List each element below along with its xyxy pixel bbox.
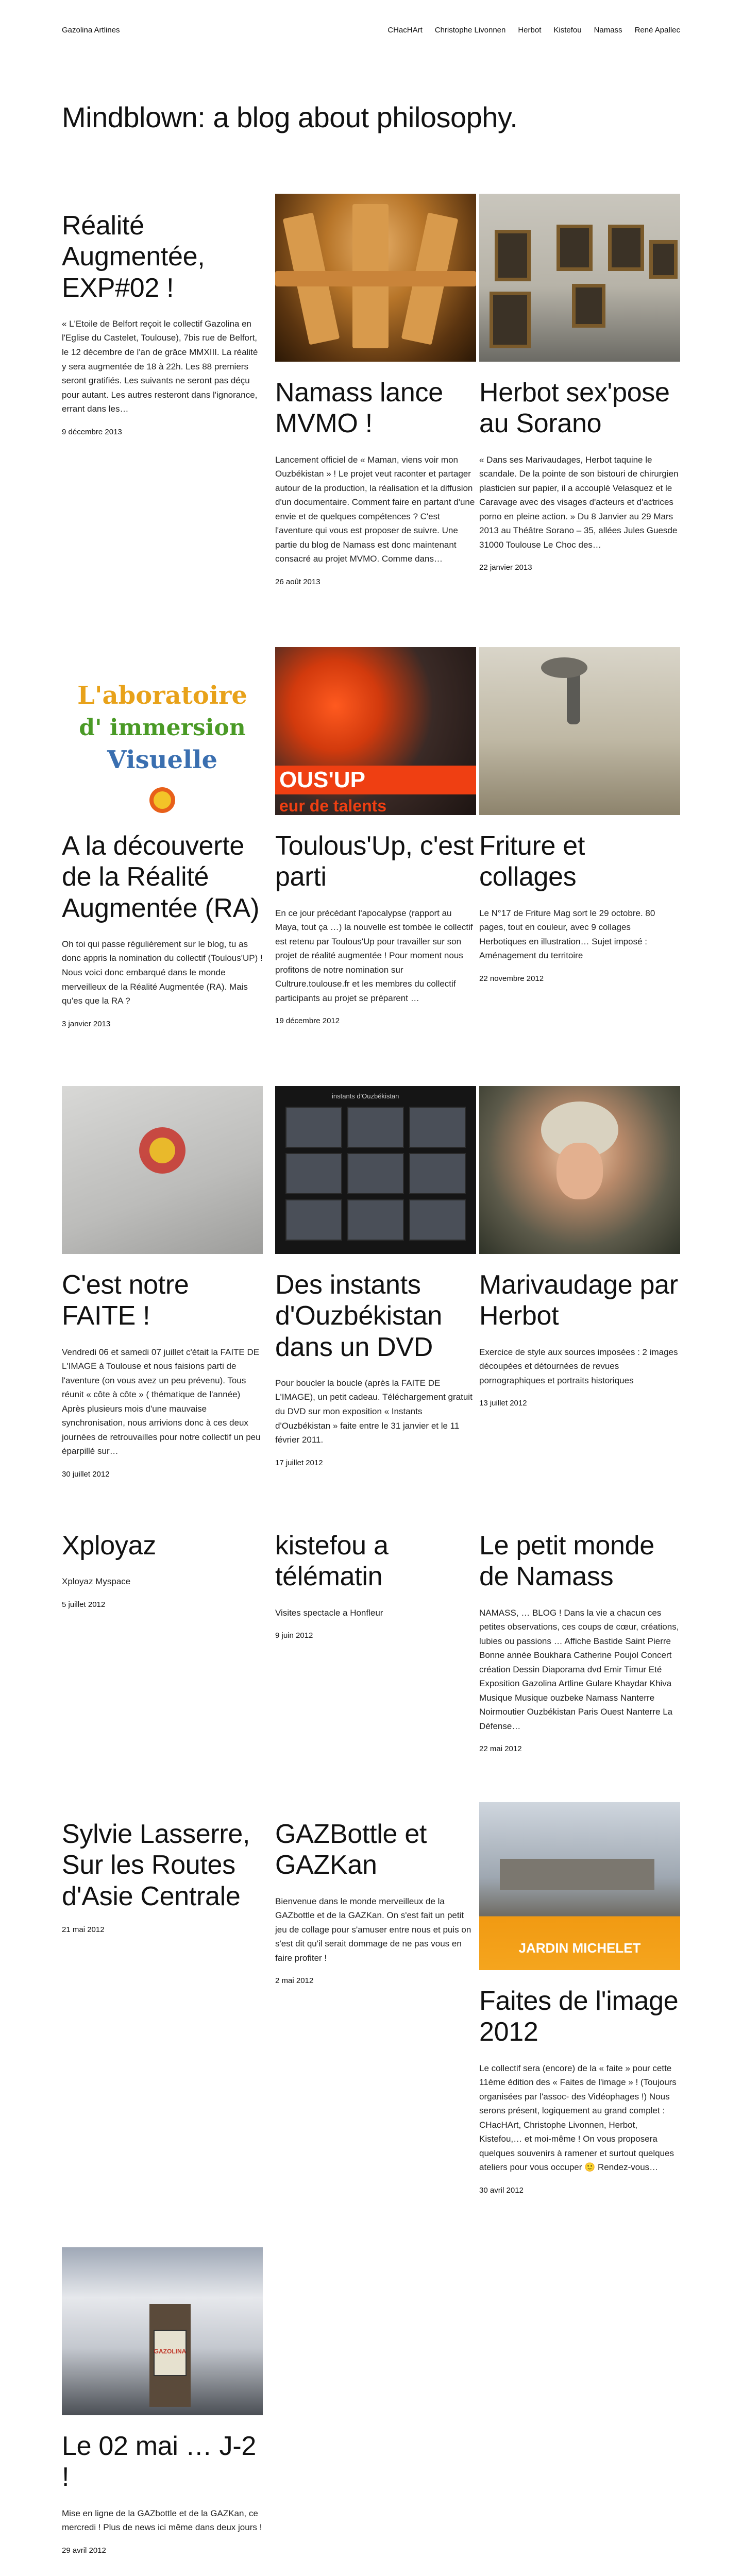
post-date: 17 juillet 2012: [275, 1458, 323, 1467]
post-date: 21 mai 2012: [62, 1925, 105, 1934]
post-featured-image[interactable]: [479, 1802, 680, 1970]
post-date: 22 mai 2012: [479, 1744, 522, 1754]
post-excerpt: NAMASS, … BLOG ! Dans la vie a chacun ces petites observations, ces coups de cœur, créations, lubies ou passions … Affiche Bastide Saint Pierre Bonne année Boukhara Catherine Poujol Concert création Dessin Diaporama dvd Emir Timur Eté Exposition Gazolina Artline Gulare Khaydar Khiva Musique Musique ouzbeke Namass Nanterre Noirmoutier Ouzbékistan Paris Ouest Nanterre La Défense…: [479, 1607, 679, 1731]
post-title-link[interactable]: C'est notre FAITE !: [62, 1270, 189, 1331]
post-card: [62, 1530, 263, 1609]
image-text: GAZOLINA: [154, 2348, 187, 2355]
post-date: 3 janvier 2013: [62, 1019, 111, 1028]
post-excerpt: Le N°17 de Friture Mag sort le 29 octobre. 80 pages, tout en couleur, avec 9 collages Herbotiques en illustration… Sujet imposé : Aménagement du territoire: [479, 908, 655, 961]
post-featured-image[interactable]: [479, 647, 680, 815]
post-excerpt: Lancement officiel de « Maman, viens voir mon Ouzbékistan » ! Le projet veut raconter et partager autour de la production, la réalisation et la diffusion d'un documentaire. Comment faire en partant d'une envie et de quelques compétences ? C'est l'aventure qui vous est proposer de suivre. Une partie du blog de Namass est donc maintenant consacré au projet MVMO. Comme dans…: [275, 454, 475, 564]
image-text: eur de talents: [279, 796, 387, 815]
post-card: [62, 210, 263, 436]
post-card: [62, 1819, 263, 1934]
post-featured-image[interactable]: [275, 1086, 476, 1254]
post-card: [62, 1086, 263, 1479]
post-title-link[interactable]: Réalité Augmentée, EXP#02 !: [62, 211, 205, 303]
post-excerpt: Visites spectacle a Honfleur: [275, 1607, 383, 1618]
post-featured-image[interactable]: [62, 647, 263, 815]
post-date: 9 juin 2012: [275, 1631, 313, 1640]
post-excerpt: « L'Etoile de Belfort reçoit le collectif Gazolina en l'Eglise du Castelet, Toulouse), 7bis rue de Belfort, le 12 décembre de l'an de grâce MMXIII. La réalité y sera augmentée de 18 à 22h. Les 88 premiers seront gratifiés. Les suivants ne seront pas déçu pour autant. Les autres resteront dans l'ignorance, errant dans les…: [62, 318, 258, 414]
post-title-link[interactable]: Le 02 mai … J-2 !: [62, 2431, 256, 2493]
post-date: 30 avril 2012: [479, 2185, 524, 2195]
post-featured-image[interactable]: [479, 1086, 680, 1254]
page-title: Mindblown: a blog about philosophy.: [62, 101, 518, 133]
image-text: instants d'Ouzbékistan: [332, 1092, 399, 1100]
post-featured-image[interactable]: [275, 194, 476, 362]
main-nav: [387, 26, 680, 35]
post-featured-image[interactable]: [275, 647, 476, 815]
post-date: 19 décembre 2012: [275, 1016, 340, 1026]
post-card: [479, 194, 680, 572]
site-header: [62, 23, 680, 37]
post-card: [275, 194, 476, 586]
image-text: OUS'UP: [279, 767, 365, 792]
post-title-link[interactable]: Namass lance MVMO !: [275, 378, 443, 439]
post-date: 26 août 2013: [275, 577, 321, 586]
post-excerpt: Mise en ligne de la GAZbottle et de la GAZKan, ce mercredi ! Plus de news ici même dans deux jours !: [62, 2508, 262, 2533]
post-card: [275, 647, 476, 1025]
post-featured-image[interactable]: [62, 2247, 263, 2415]
post-excerpt: Oh toi qui passe régulièrement sur le blog, tu as donc appris la nomination du collectif (Toulous'UP) ! Nous voici donc embarqué dans le monde merveilleux de la Réalité Augmentée (RA). Mais qu'es que la RA ?: [62, 939, 263, 1006]
post-excerpt: En ce jour précédant l'apocalypse (rapport au Maya, tout ça …) la nouvelle est tombée le collectif est retenu par Toulous'Up pour travailler sur son projet de réalité augmentée ! Pour moment nous profitons de notre nomination sur Cultrure.toulouse.fr et les membres du collectif participants au projet se préparent …: [275, 908, 473, 1003]
nav-item-rene-apallec[interactable]: René Apallec: [634, 25, 680, 35]
post-card: [275, 1530, 476, 1640]
nav-item-namass[interactable]: Namass: [594, 25, 622, 35]
post-excerpt: Bienvenue dans le monde merveilleux de la GAZbottle et de la GAZKan. On s'est fait un petit jeu de collage pour s'amuser entre nous et puis on s'est dit qu'il serait dommage de ne pas vous en faire profiter !: [275, 1896, 471, 1963]
image-text: Visuelle: [107, 745, 218, 774]
post-card: [479, 1530, 680, 1753]
post-excerpt: Pour boucler la boucle (après la FAITE DE L'IMAGE), un petit cadeau. Téléchargement gratuit du DVD sur mon exposition « Instants d'Ouzbékistan » faite entre le 31 janvier et le 11 février 2011.: [275, 1378, 473, 1445]
post-title-link[interactable]: Sylvie Lasserre, Sur les Routes d'Asie Centrale: [62, 1819, 250, 1911]
post-date: 22 janvier 2013: [479, 563, 532, 572]
post-title-link[interactable]: Toulous'Up, c'est parti: [275, 831, 474, 892]
post-excerpt: Exercice de style aux sources imposées : 2 images découpées et détournées de revues pornographiques et portraits historiques: [479, 1347, 678, 1385]
post-featured-image[interactable]: [62, 1086, 263, 1254]
post-date: 13 juillet 2012: [479, 1399, 527, 1408]
post-date: 29 avril 2012: [62, 2546, 106, 2555]
post-title-link[interactable]: Xployaz: [62, 1531, 156, 1561]
image-text: L'aboratoire: [77, 681, 247, 710]
post-title-link[interactable]: Faites de l'image 2012: [479, 1986, 679, 2047]
post-date: 9 décembre 2013: [62, 427, 122, 436]
post-date: 30 juillet 2012: [62, 1469, 110, 1479]
image-text: JARDIN MICHELET: [518, 1940, 641, 1956]
post-title-link[interactable]: GAZBottle et GAZKan: [275, 1819, 427, 1880]
post-card: [479, 1802, 680, 2195]
post-excerpt: « Dans ses Marivaudages, Herbot taquine le scandale. De la pointe de son bistouri de chirurgien plasticien sur papier, il a accouplé Velasquez et le Caravage avec des visages d'acteurs et d'actrices porno en pleine action. » Du 8 Janvier au 29 Mars 2013 au Théâtre Sorano – 35, allées Jules Guesde 31000 Toulouse Le Choc des…: [479, 454, 679, 550]
post-title-link[interactable]: Le petit monde de Namass: [479, 1531, 654, 1592]
post-title-link[interactable]: Friture et collages: [479, 831, 585, 892]
post-card: [479, 647, 680, 983]
post-excerpt: Le collectif sera (encore) de la « faite » pour cette 11ème édition des « Faites de l'image » ! (Toujours organisées par l'assoc- des Vidéophages !) Nous serons présent, logiquement au grand complet : CHacHArt, Christophe Livonnen, Herbot, Kistefou,… et moi-même ! On vous proposera quelques souvenirs à ramener et surtout quelques ateliers pour vous occuper 🙂 Rendez-vous…: [479, 2063, 677, 2173]
site-title-link[interactable]: Gazolina Artlines: [62, 25, 120, 35]
post-card: [62, 647, 263, 1028]
post-excerpt: Vendredi 06 et samedi 07 juillet c'était la FAITE DE L'IMAGE à Toulouse et nous faisions parti de l'aventure (on vous avez un peu prévenu). Tous réunit « côte à côte » ( thématique de l'année) Après plusieurs mois d'une mauvaise synchronisation, nous arrivions donc à ces deux journées de retrouvailles pour notre collectif un peu éparpillé sur…: [62, 1347, 261, 1456]
nav-item-chachart[interactable]: CHacHArt: [387, 25, 423, 35]
post-featured-image[interactable]: [479, 194, 680, 362]
post-title-link[interactable]: Herbot sex'pose au Sorano: [479, 378, 670, 439]
post-excerpt: Xployaz Myspace: [62, 1577, 131, 1587]
nav-item-christophe-livonnen[interactable]: Christophe Livonnen: [434, 25, 506, 35]
post-date: 5 juillet 2012: [62, 1600, 106, 1609]
image-text: d' immersion: [79, 715, 246, 741]
nav-item-herbot[interactable]: Herbot: [518, 25, 542, 35]
post-title-link[interactable]: kistefou a télématin: [275, 1531, 389, 1592]
post-title-link[interactable]: Des instants d'Ouzbékistan dans un DVD: [275, 1270, 442, 1362]
nav-item-kistefou[interactable]: Kistefou: [553, 25, 582, 35]
post-card: [275, 1819, 476, 1985]
post-card: [275, 1086, 476, 1467]
post-card: [62, 2247, 263, 2555]
post-card: [479, 1086, 680, 1408]
post-title-link[interactable]: Marivaudage par Herbot: [479, 1270, 678, 1331]
post-date: 2 mai 2012: [275, 1976, 314, 1986]
post-title-link[interactable]: A la découverte de la Réalité Augmentée (RA): [62, 831, 260, 923]
post-date: 22 novembre 2012: [479, 974, 544, 983]
